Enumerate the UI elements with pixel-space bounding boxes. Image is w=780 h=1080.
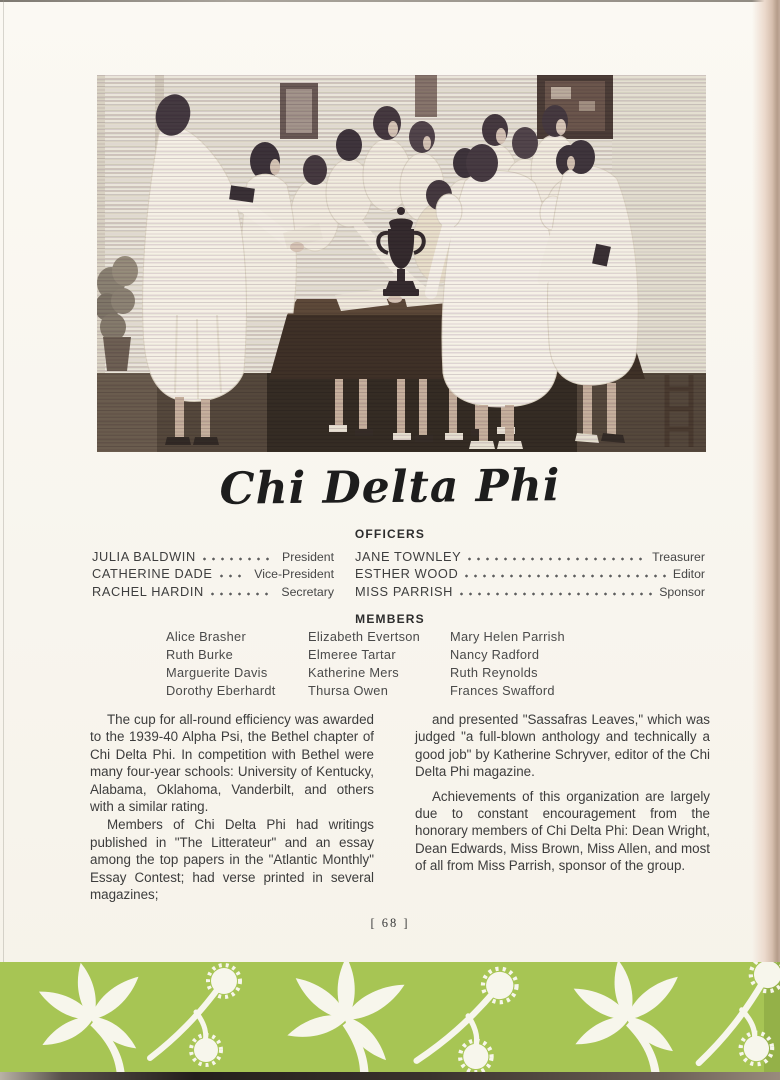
- member-name: Mary Helen Parrish: [450, 629, 565, 644]
- member-name: Thursa Owen: [308, 683, 389, 698]
- body-column-left: [90, 711, 374, 903]
- officer-role: Treasurer: [652, 549, 705, 564]
- member-name: Frances Swafford: [450, 683, 555, 698]
- members-column: [166, 628, 308, 700]
- member-name: Nancy Radford: [450, 647, 540, 662]
- officer-row: [92, 581, 334, 599]
- members-column: [308, 628, 450, 700]
- dot-leader: [211, 592, 275, 596]
- body-paragraph: Members of Chi Delta Phi had writings published in "The Litterateur" and an essay among the top papers in the "Atlantic Monthly" Essay Contest; had verse printed in several magazines;: [90, 817, 374, 903]
- member-name: Dorothy Eberhardt: [166, 683, 276, 698]
- group-photo: [97, 75, 706, 452]
- body-text: [90, 711, 710, 903]
- body-column-right: [415, 711, 710, 903]
- officer-role: Vice-President: [254, 567, 334, 581]
- officer-name: ESTHER WOOD: [355, 566, 459, 581]
- body-paragraph: The cup for all-round efficiency was awarded to the 1939-40 Alpha Psi, the Bethel chapter of Chi Delta Phi. In competition with Bethel were many four-year schools: University of Kentucky, Alabama, Oklahoma, Vanderbilt, and others with a similar rating.: [90, 712, 374, 815]
- dot-leader: [465, 574, 666, 578]
- dot-leader: [203, 557, 275, 561]
- officer-row: [355, 581, 705, 599]
- officer-row: [92, 546, 334, 564]
- officers-list: [92, 546, 705, 599]
- officer-role: President: [282, 549, 334, 564]
- officer-name: JULIA BALDWIN: [92, 548, 196, 564]
- decorative-band: [0, 962, 780, 1072]
- page-title: Chi Delta Phi: [219, 460, 561, 515]
- member-name: Ruth Burke: [166, 647, 234, 662]
- member-name: Katherine Mers: [308, 665, 399, 680]
- floral-band-illustration: [0, 962, 780, 1072]
- page-number: [ 68 ]: [370, 916, 410, 930]
- officers-column-right: [355, 546, 705, 599]
- officer-name: RACHEL HARDIN: [92, 583, 204, 599]
- dot-leader: [460, 592, 652, 596]
- officer-role: Editor: [672, 567, 705, 581]
- officer-row: [355, 546, 705, 564]
- members-list: [166, 628, 610, 700]
- scan-bottom-edge: [0, 1072, 780, 1080]
- scan-top-edge: [0, 0, 780, 2]
- body-paragraph: and presented "Sassafras Leaves," which was judged "a full-blown anthology and technically a good job" by Katherine Schryver, editor of the Chi Delta Phi magazine.: [415, 712, 710, 780]
- dot-leader: [220, 574, 248, 578]
- officer-name: CATHERINE DADE: [92, 566, 213, 581]
- dot-leader: [468, 557, 645, 561]
- member-name: Ruth Reynolds: [450, 665, 538, 680]
- member-name: Elmeree Tartar: [308, 647, 396, 662]
- officer-role: Sponsor: [659, 584, 705, 599]
- member-name: Alice Brasher: [166, 629, 247, 644]
- page-edge-shadow: [752, 0, 780, 962]
- member-name: Elizabeth Evertson: [308, 629, 421, 644]
- officers-heading: OFFICERS: [354, 527, 426, 541]
- officer-role: Secretary: [281, 584, 334, 599]
- body-paragraph: Achievements of this organization are largely due to constant encouragement from the honorary members of Chi Delta Phi: Dean Wright, Dean Edwards, Miss Brown, Miss Allen, and most of all from Miss Parrish, sponsor of the group.: [415, 788, 710, 874]
- officer-row: [92, 564, 334, 582]
- officer-name: JANE TOWNLEY: [355, 548, 462, 564]
- officers-column-left: [92, 546, 334, 599]
- officer-row: [355, 564, 705, 582]
- group-photo-illustration: [97, 75, 706, 452]
- members-heading: MEMBERS: [355, 612, 425, 626]
- members-column: [450, 628, 610, 700]
- member-name: Marguerite Davis: [166, 665, 268, 680]
- officer-name: MISS PARRISH: [355, 583, 453, 599]
